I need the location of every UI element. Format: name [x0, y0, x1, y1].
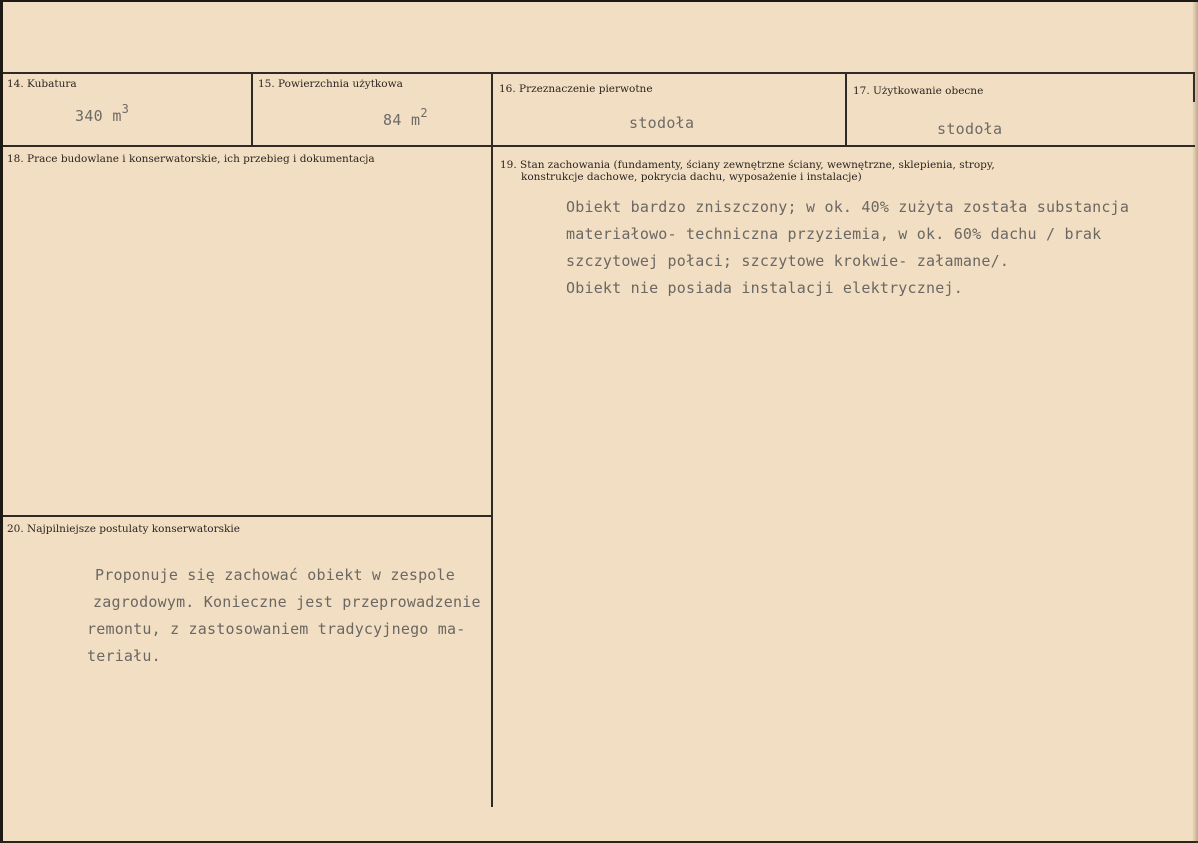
field-20-text	[87, 562, 481, 670]
divider-col3	[845, 72, 847, 147]
field-19-text-line: Obiekt bardzo zniszczony; w ok. 40% zużyta została substancja	[566, 198, 1130, 216]
field-17-label: 17. Użytkowanie obecne	[853, 85, 984, 97]
divider-right	[1193, 72, 1195, 102]
divider-row2	[3, 515, 493, 517]
field-20-text-line: teriału.	[87, 647, 161, 665]
field-19-text-line: materiałowo- techniczna przyziemia, w ok. 60% dachu / brak	[566, 225, 1102, 243]
field-15-label: 15. Powierzchnia użytkowa	[258, 78, 403, 90]
field-16-value: stodoła	[629, 114, 695, 132]
field-20-text-line: zagrodowym. Konieczne jest przeprowadzenie	[93, 593, 481, 611]
field-15-value: 84 $m^2$	[383, 106, 428, 129]
field-19-label-line: konstrukcje dachowe, pokrycia dachu, wyposażenie i instalacje)	[521, 171, 862, 183]
field-14-label: 14. Kubatura	[7, 78, 77, 90]
field-20-text-line: Proponuje się zachować obiekt w zespole	[95, 566, 455, 584]
divider-row1	[3, 145, 1195, 147]
divider-col2	[491, 72, 493, 807]
divider-col1	[251, 72, 253, 147]
field-17-value: stodoła	[937, 120, 1003, 138]
field-14-value: 340 $m^3$	[75, 102, 130, 125]
field-16-label: 16. Przeznaczenie pierwotne	[499, 83, 653, 95]
field-20-text-line: remontu, z zastosowaniem tradycyjnego ma-	[87, 620, 466, 638]
field-20-label: 20. Najpilniejsze postulaty konserwatorskie	[7, 523, 240, 535]
field-19-text	[566, 194, 1129, 302]
field-19-text-line: Obiekt nie posiada instalacji elektrycznej.	[566, 279, 963, 297]
divider-top	[3, 72, 1195, 74]
field-19-label	[500, 159, 995, 183]
field-19-label-line: 19. Stan zachowania (fundamenty, ściany zewnętrzne ściany, wewnętrzne, sklepienia, stropy,	[500, 159, 995, 171]
field-18-label: 18. Prace budowlane i konserwatorskie, ich przebieg i dokumentacja	[7, 153, 375, 165]
field-19-text-line: szczytowej połaci; szczytowe krokwie- załamane/.	[566, 252, 1010, 270]
